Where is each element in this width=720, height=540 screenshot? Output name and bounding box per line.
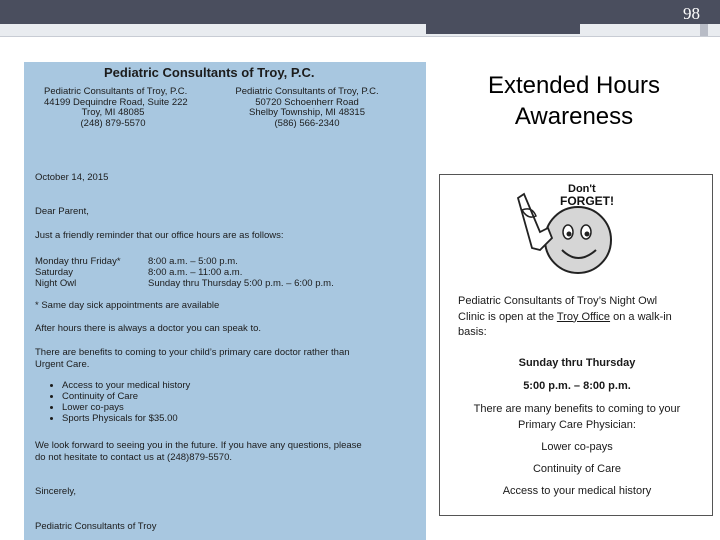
- list-item: • Continuity of Care: [62, 391, 190, 402]
- address-line: 44199 Dequindre Road, Suite 222: [44, 96, 188, 108]
- letter-closing-line: do not hesitate to contact us at (248)879-5570.: [35, 452, 232, 463]
- list-item: • Lower co-pays: [62, 402, 190, 413]
- hours-row: [35, 267, 415, 278]
- address-line: Troy, MI 48085: [81, 107, 145, 118]
- address-line: Shelby Township, MI 48315: [248, 107, 365, 118]
- address-line: Pediatric Consultants of Troy, P.C.: [44, 86, 188, 97]
- hours-row: [35, 256, 415, 267]
- slide-header-bar: [0, 0, 720, 24]
- office-hours-letter: [24, 62, 426, 540]
- hours-day: Night Owl: [35, 278, 77, 289]
- raised-finger: [518, 194, 552, 250]
- list-item: • Sports Physicals for $35.00: [62, 413, 190, 424]
- smiley-face: [545, 207, 611, 273]
- flyer-benefits-intro: There are many benefits to coming to your: [473, 403, 681, 415]
- address-line: Pediatric Consultants of Troy, P.C.: [235, 86, 379, 97]
- letter-benefits-list: [36, 380, 190, 424]
- hours-time: 8:00 a.m. – 11:00 a.m.: [148, 267, 243, 278]
- letter-date: October 14, 2015: [35, 172, 109, 183]
- flyer-line: Pediatric Consultants of Troy’s Night Owl: [458, 295, 658, 307]
- flyer-benefits-intro: Primary Care Physician:: [518, 419, 636, 431]
- address-line: (248) 879-5570: [80, 117, 146, 129]
- flyer-line: basis:: [458, 326, 487, 338]
- slide-page-number: 98: [683, 4, 700, 23]
- flyer-benefit-item: Access to your medical history: [502, 485, 652, 497]
- letter-greeting: Dear Parent,: [35, 206, 89, 217]
- header-accent-bar: [426, 24, 580, 34]
- hours-time: Sunday thru Thursday 5:00 p.m. – 6:00 p.m.: [148, 278, 334, 289]
- badge-text-line2: FORGET!: [560, 194, 614, 208]
- letter-benefits-line: Urgent Care.: [35, 359, 90, 370]
- flyer-benefit-item: Lower co-pays: [541, 441, 613, 453]
- slide-title-line: Awareness: [514, 103, 634, 130]
- hours-row: [35, 278, 415, 289]
- letter-closing-line: We look forward to seeing you in the future. If you have any questions, please: [35, 440, 362, 451]
- letter-benefits-line: There are benefits to coming to your child’s primary care doctor rather than: [35, 347, 350, 358]
- letter-signoff: Sincerely,: [35, 486, 77, 497]
- slide-title: [448, 70, 700, 132]
- flyer-text-span: Clinic is open at the: [458, 310, 557, 323]
- letter-after-hours: After hours there is always a doctor you can speak to.: [35, 323, 262, 334]
- address-line: (586) 566-2340: [274, 117, 340, 129]
- hours-day: Saturday: [35, 267, 74, 278]
- letter-intro: Just a friendly reminder that our office hours are as follows:: [35, 230, 284, 241]
- slide-header-stripe: [0, 24, 720, 37]
- flyer-text-span: on a walk-in: [610, 310, 672, 323]
- flyer-days: Sunday thru Thursday: [518, 357, 636, 369]
- letter-title: Pediatric Consultants of Troy, P.C.: [104, 65, 315, 80]
- flyer-intro: [458, 294, 708, 341]
- address-line: 50720 Schoenherr Road: [255, 96, 359, 108]
- letter-right-address: [232, 87, 382, 129]
- letter-left-address: [44, 86, 188, 129]
- troy-office-link[interactable]: Troy Office: [556, 310, 611, 323]
- flyer-line: [458, 310, 708, 326]
- flyer-hours: 5:00 p.m. – 8:00 p.m.: [523, 380, 631, 392]
- slide-title-line: Extended Hours: [487, 72, 661, 99]
- header-accent-tick: [700, 24, 708, 36]
- flyer-benefit-item: Continuity of Care: [532, 463, 622, 475]
- hours-time: 8:00 a.m. – 5:00 p.m.: [148, 256, 238, 267]
- hours-day: Monday thru Friday*: [35, 256, 121, 267]
- badge-text-line1: Don't: [568, 183, 596, 195]
- list-item: • Access to your medical history: [62, 380, 190, 391]
- letter-signature: Pediatric Consultants of Troy: [35, 521, 157, 532]
- dont-forget-finger-icon: [510, 180, 614, 280]
- letter-footnote: * Same day sick appointments are available: [35, 300, 220, 311]
